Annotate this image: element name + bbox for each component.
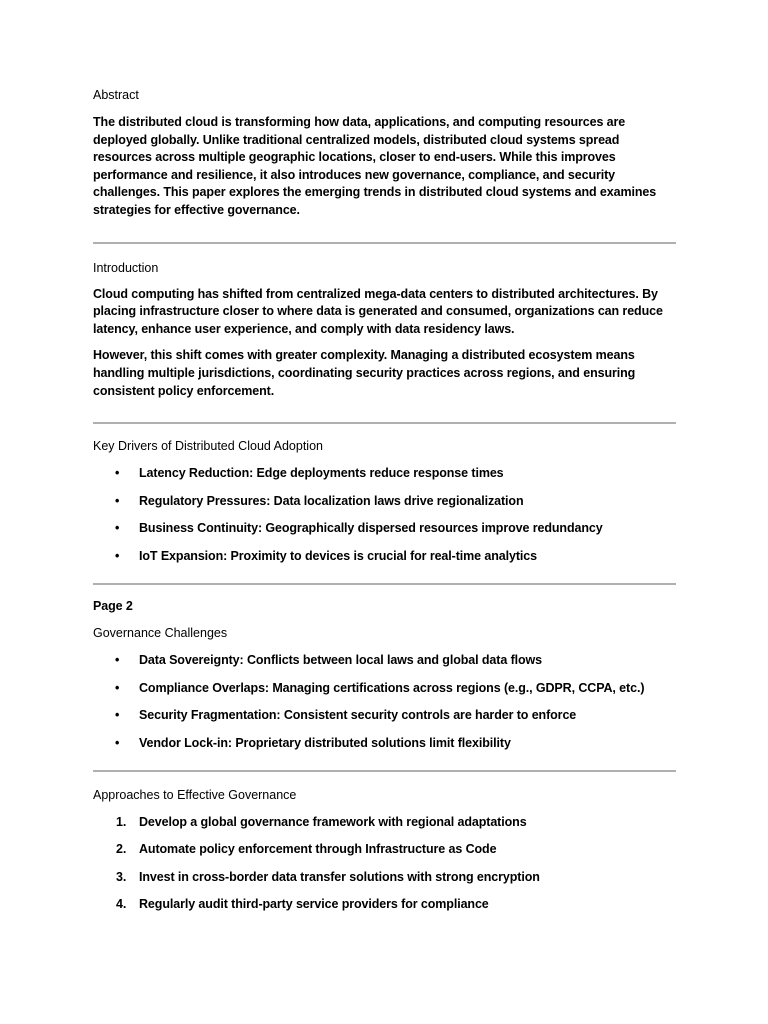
list-item xyxy=(93,868,676,886)
page-number-label: Page 2 xyxy=(93,598,133,613)
introduction-heading: Introduction xyxy=(93,260,159,275)
section-divider xyxy=(93,422,676,424)
list-item-text: IoT Expansion: Proximity to devices is crucial for real-time analytics xyxy=(139,548,537,563)
list-item xyxy=(93,464,676,482)
list-item xyxy=(93,706,676,724)
bullet-marker: • xyxy=(115,708,120,723)
approaches-list xyxy=(93,813,676,914)
list-item xyxy=(93,651,676,669)
bullet-marker: • xyxy=(115,548,120,563)
list-number: 3. xyxy=(116,869,127,884)
drivers-section xyxy=(93,437,676,565)
list-item xyxy=(93,840,676,858)
abstract-section xyxy=(93,86,676,220)
list-number: 4. xyxy=(116,897,127,912)
list-item xyxy=(93,547,676,565)
challenges-section xyxy=(93,598,676,752)
section-divider xyxy=(93,770,676,772)
list-item-text: Security Fragmentation: Consistent security controls are harder to enforce xyxy=(139,708,577,723)
section-divider xyxy=(93,583,676,585)
approaches-section xyxy=(93,786,676,914)
list-item xyxy=(93,492,676,510)
list-number: 2. xyxy=(116,842,127,857)
list-item xyxy=(93,519,676,537)
list-item-text: Business Continuity: Geographically dispersed resources improve redundancy xyxy=(139,521,603,536)
bullet-marker: • xyxy=(115,493,120,508)
list-item-text: Develop a global governance framework with regional adaptations xyxy=(139,814,527,829)
list-item xyxy=(93,679,676,697)
list-item-text: Invest in cross-border data transfer solutions with strong encryption xyxy=(139,869,540,884)
bullet-marker: • xyxy=(115,735,120,750)
introduction-section xyxy=(93,259,676,401)
list-number: 1. xyxy=(116,814,127,829)
list-item xyxy=(93,734,676,752)
document-page xyxy=(93,86,676,923)
challenges-list xyxy=(93,651,676,752)
list-item xyxy=(93,895,676,913)
list-item-text: Regulatory Pressures: Data localization laws drive regionalization xyxy=(139,493,524,508)
list-item-text: Latency Reduction: Edge deployments reduce response times xyxy=(139,466,504,481)
introduction-paragraph-1: Cloud computing has shifted from centralized mega-data centers to distributed architectures. By placing infrastructure closer to where data is generated and consumed, organizations can reduce latency, enhance user experience, and comply with data residency laws. xyxy=(93,286,663,336)
list-item-text: Automate policy enforcement through Infrastructure as Code xyxy=(139,842,497,857)
list-item-text: Data Sovereignty: Conflicts between local laws and global data flows xyxy=(139,653,543,668)
challenges-heading: Governance Challenges xyxy=(93,626,228,641)
bullet-marker: • xyxy=(115,653,120,668)
drivers-list xyxy=(93,464,676,565)
bullet-marker: • xyxy=(115,521,120,536)
approaches-heading: Approaches to Effective Governance xyxy=(93,787,297,802)
list-item-text: Vendor Lock-in: Proprietary distributed solutions limit flexibility xyxy=(139,735,511,750)
section-divider xyxy=(93,242,676,244)
list-item-text: Compliance Overlaps: Managing certifications across regions (e.g., GDPR, CCPA, etc.) xyxy=(139,680,645,695)
abstract-body: The distributed cloud is transforming how data, applications, and computing resources are deployed globally. Unlike traditional centralized models, distributed cloud systems spread resources across multiple geographic locations, closer to end-users. While this improves performance and resilience, it also introduces new governance, compliance, and security challenges. This paper explores the emerging trends in distributed cloud systems and examines strategies for effective governance. xyxy=(93,115,657,217)
bullet-marker: • xyxy=(115,680,120,695)
list-item-text: Regularly audit third-party service providers for compliance xyxy=(139,897,489,912)
drivers-heading: Key Drivers of Distributed Cloud Adoption xyxy=(93,439,323,454)
bullet-marker: • xyxy=(115,466,120,481)
list-item xyxy=(93,813,676,831)
introduction-paragraph-2: However, this shift comes with greater complexity. Managing a distributed ecosystem means handling multiple jurisdictions, coordinating security practices across regions, and ensuring consistent policy enforcement. xyxy=(93,348,636,398)
abstract-heading: Abstract xyxy=(93,88,139,102)
